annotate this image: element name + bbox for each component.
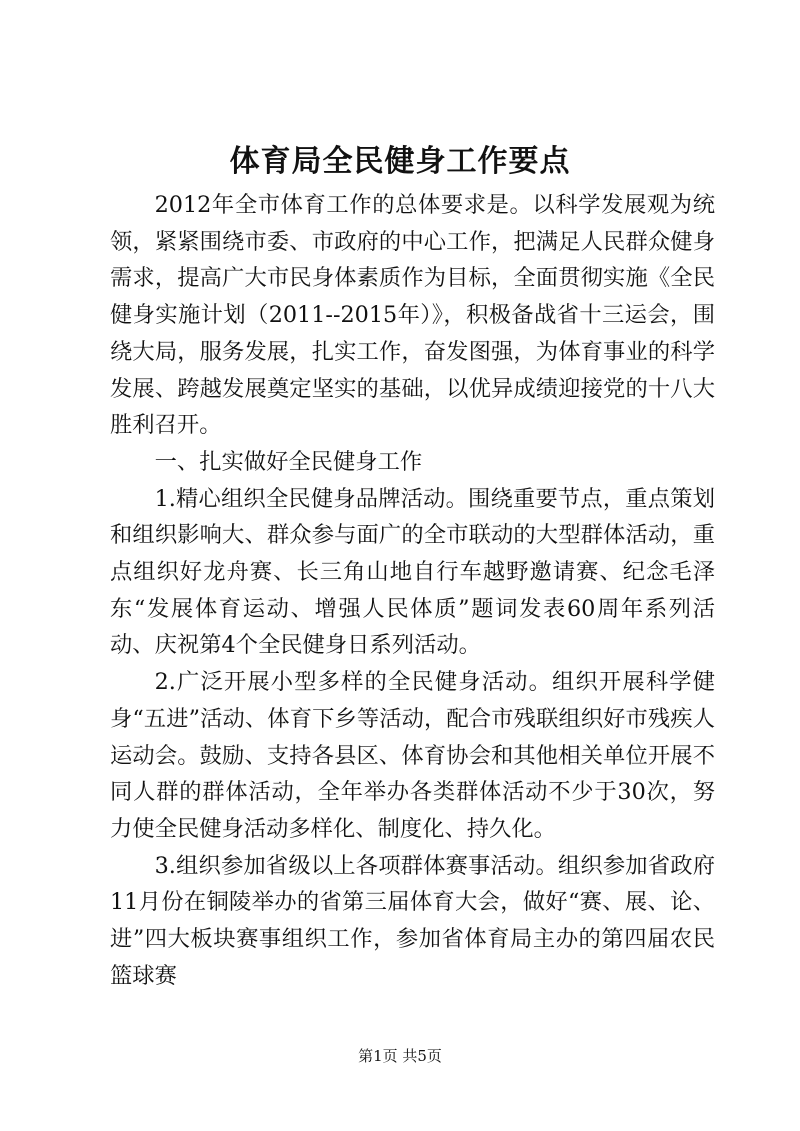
paragraph-item-3: 3.组织参加省级以上各项群体赛事活动。组织参加省政府11月份在铜陵举办的省第三届体育大会，做好“赛、展、论、进”四大板块赛事组织工作，参加省体育局主办的第四届农民篮球赛 [110, 852, 715, 989]
document-title: 体育局全民健身工作要点 [229, 144, 571, 179]
document-body [110, 187, 715, 994]
paragraph-intro: 2012年全市体育工作的总体要求是。以科学发展观为统领，紧紧围绕市委、市政府的中心工作，把满足人民群众健身需求，提高广大市民身体素质作为目标，全面贯彻实施《全民健身实施计划（2011--2015年）》，积极备战省十三运会，围绕大局，服务发展，扎实工作，奋发图强，为体育事业的科学发展、跨越发展奠定坚实的基础，以优异成绩迎接党的十八大胜利召开。 [110, 192, 715, 439]
section-heading-1: 一、扎实做好全民健身工作 [154, 448, 423, 475]
paragraph-item-1: 1.精心组织全民健身品牌活动。围绕重要节点，重点策划和组织影响大、群众参与面广的全市联动的大型群体活动，重点组织好龙舟赛、长三角山地自行车越野邀请赛、纪念毛泽东“发展体育运动、增强人民体质”题词发表60周年系列活动、庆祝第4个全民健身日系列活动。 [110, 485, 715, 659]
paragraph-item-2: 2.广泛开展小型多样的全民健身活动。组织开展科学健身“五进”活动、体育下乡等活动，配合市残联组织好市残疾人运动会。鼓励、支持各县区、体育协会和其他相关单位开展不同人群的群体活动，全年举办各类群体活动不少于30次，努力使全民健身活动多样化、制度化、持久化。 [110, 669, 715, 842]
page-footer: 第1页 共5页 [358, 1047, 442, 1065]
